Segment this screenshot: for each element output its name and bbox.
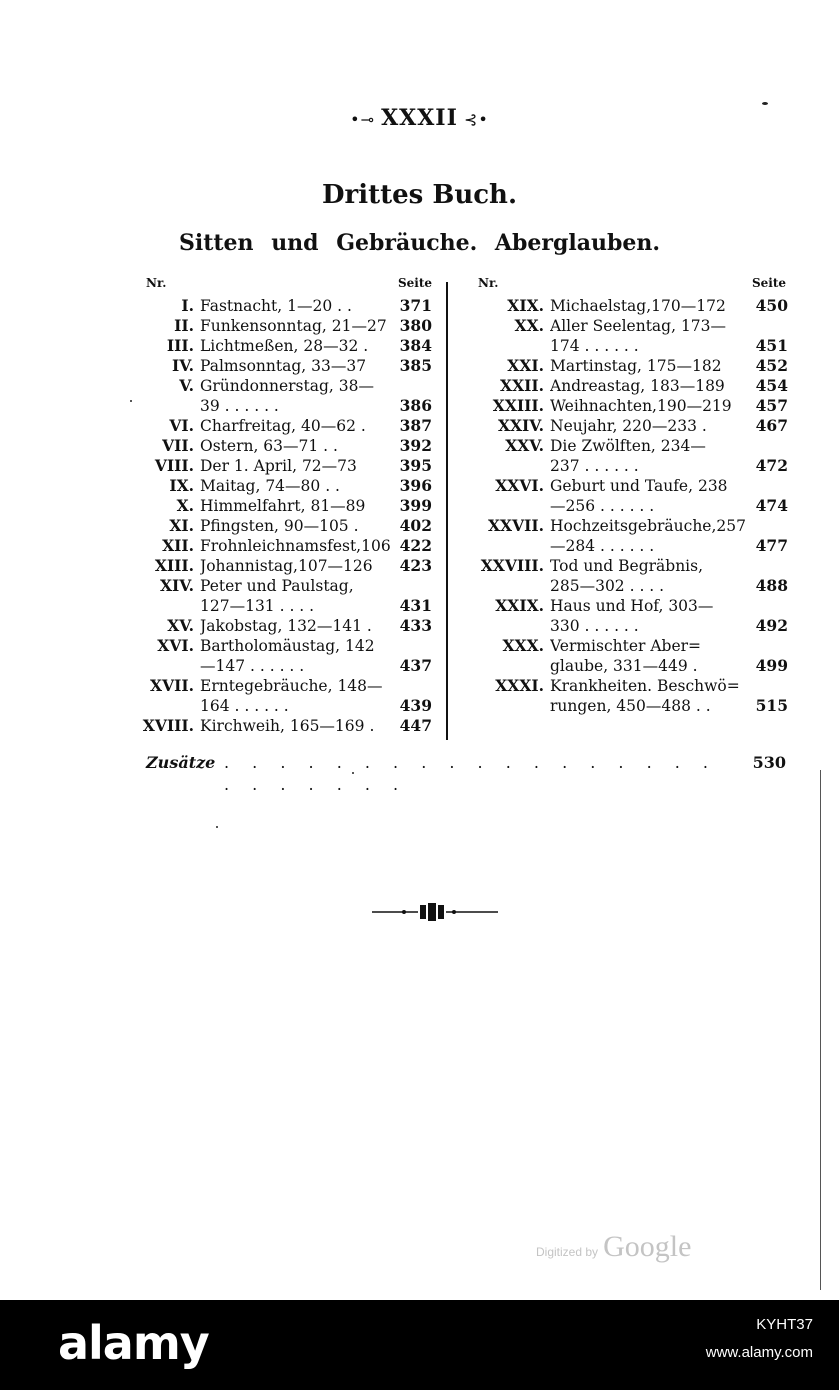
right-toc-entry	[460, 516, 788, 536]
left-toc-entry	[132, 596, 432, 616]
entry-page: 499	[755, 656, 788, 675]
entry-page: 454	[755, 376, 788, 395]
left-toc-entry	[132, 296, 432, 316]
entry-title: 164 . . . . . .	[200, 697, 289, 715]
entry-title: Hochzeitsgebräuche,257	[550, 517, 746, 535]
ink-speck	[762, 102, 768, 105]
entry-title: —284 . . . . . .	[550, 537, 655, 555]
entry-title: Jakobstag, 132—141 .	[200, 617, 372, 635]
entry-title: 330 . . . . . .	[550, 617, 639, 635]
entry-number: XIV.	[160, 576, 194, 595]
left-toc-entry	[132, 416, 432, 436]
entry-number: XVII.	[150, 676, 194, 695]
entry-title: —147 . . . . . .	[200, 657, 305, 675]
ornament-left-icon: •⊸	[350, 110, 382, 129]
entry-title: Peter und Paulstag,	[200, 577, 354, 595]
entry-title: rungen, 450—488 . .	[550, 697, 711, 715]
entry-title: 237 . . . . . .	[550, 457, 639, 475]
entry-page: 384	[399, 336, 432, 355]
entry-title: Maitag, 74—80 . .	[200, 477, 340, 495]
left-toc-entry	[132, 556, 432, 576]
entry-number: XXVIII.	[480, 556, 544, 575]
left-nr-header: Nr.	[146, 276, 167, 290]
left-toc-entry	[132, 616, 432, 636]
entry-page: 392	[399, 436, 432, 455]
left-toc-entry	[132, 476, 432, 496]
entry-page: 371	[399, 296, 432, 315]
entry-page: 472	[755, 456, 788, 475]
right-toc-entry	[460, 496, 788, 516]
right-toc-entry	[460, 536, 788, 556]
entry-page: 457	[755, 396, 788, 415]
ink-speck	[352, 772, 354, 774]
left-toc-entry	[132, 316, 432, 336]
addenda-row	[146, 752, 786, 794]
right-toc-entry	[460, 436, 788, 456]
entry-title: Michaelstag,170—172	[550, 297, 726, 315]
entry-number: XXVII.	[488, 516, 544, 535]
entry-page: 422	[399, 536, 432, 555]
addenda-label: Zusätze	[146, 753, 216, 772]
entry-title: Weihnachten,190—219	[550, 397, 732, 415]
entry-page: 450	[755, 296, 788, 315]
entry-page: 399	[399, 496, 432, 515]
right-toc-entry	[460, 656, 788, 676]
entry-number: I.	[181, 296, 194, 315]
right-toc-entry	[460, 576, 788, 596]
entry-title: Tod und Begräbnis,	[550, 557, 704, 575]
entry-page: 387	[399, 416, 432, 435]
end-ornament-icon	[370, 900, 500, 924]
entry-title: 174 . . . . . .	[550, 337, 639, 355]
left-toc-column	[132, 296, 432, 736]
entry-number: X.	[176, 496, 194, 515]
entry-page: 439	[399, 696, 432, 715]
entry-number: II.	[174, 316, 194, 335]
right-toc-entry	[460, 416, 788, 436]
entry-number: XX.	[514, 316, 544, 335]
entry-page: 467	[755, 416, 788, 435]
right-toc-entry	[460, 296, 788, 316]
column-divider	[446, 282, 448, 740]
right-toc-entry	[460, 336, 788, 356]
entry-number: XXV.	[505, 436, 544, 455]
entry-number: VIII.	[154, 456, 194, 475]
entry-page: 395	[399, 456, 432, 475]
section-title: Sitten und Gebräuche. Aberglauben.	[178, 230, 661, 256]
left-toc-entry	[132, 496, 432, 516]
entry-title: Der 1. April, 72—73	[200, 457, 357, 475]
entry-title: Die Zwölften, 234—	[550, 437, 706, 455]
left-toc-entry	[132, 516, 432, 536]
entry-title: Haus und Hof, 303—	[550, 597, 714, 615]
entry-number: XXII.	[500, 376, 544, 395]
entry-page: 437	[399, 656, 432, 675]
addenda-dot-leader: . . . . . . . . . . . . . . . . . . . . . . . . .	[224, 753, 718, 794]
entry-page: 386	[399, 396, 432, 415]
right-toc-entry	[460, 356, 788, 376]
entry-title: —256 . . . . . .	[550, 497, 655, 515]
left-toc-entry	[132, 576, 432, 596]
entry-page: 515	[755, 696, 788, 715]
entry-title: Kirchweih, 165—169 .	[200, 717, 375, 735]
left-toc-entry	[132, 676, 432, 696]
ink-speck	[130, 400, 132, 402]
entry-page: 474	[755, 496, 788, 515]
left-toc-entry	[132, 656, 432, 676]
entry-page: 402	[399, 516, 432, 535]
right-toc-entry	[460, 316, 788, 336]
entry-number: XXIV.	[497, 416, 544, 435]
entry-number: VI.	[169, 416, 194, 435]
entry-page: 380	[399, 316, 432, 335]
entry-page: 385	[399, 356, 432, 375]
entry-title: 285—302 . . . .	[550, 577, 665, 595]
google-logo: Google	[603, 1230, 692, 1263]
entry-number: XI.	[169, 516, 194, 535]
alamy-logo: alamy	[58, 1316, 209, 1370]
entry-page: 447	[399, 716, 432, 735]
entry-number: XII.	[162, 536, 194, 555]
entry-number: XXVI.	[495, 476, 544, 495]
entry-title: Johannistag,107—126	[200, 557, 373, 575]
left-toc-entry	[132, 536, 432, 556]
page-number: XXXII	[381, 105, 458, 131]
page-number-header	[0, 105, 839, 131]
right-toc-entry	[460, 596, 788, 616]
entry-page: 488	[755, 576, 788, 595]
entry-number: VII.	[162, 436, 194, 455]
entry-title: Krankheiten. Beschwö=	[550, 677, 740, 695]
entry-title: Funkensonntag, 21—27	[200, 317, 387, 335]
ink-speck	[216, 826, 218, 828]
entry-title: Himmelfahrt, 81—89	[200, 497, 366, 515]
entry-title: Lichtmeßen, 28—32 .	[200, 337, 369, 355]
entry-page: 431	[399, 596, 432, 615]
right-toc-entry	[460, 456, 788, 476]
entry-title: Neujahr, 220—233 .	[550, 417, 707, 435]
entry-number: XXI.	[507, 356, 544, 375]
entry-number: XV.	[167, 616, 194, 635]
entry-title: Gründonnerstag, 38—	[200, 377, 374, 395]
entry-number: IX.	[169, 476, 194, 495]
left-toc-entry	[132, 636, 432, 656]
entry-number: XXIX.	[495, 596, 544, 615]
entry-title: Charfreitag, 40—62 .	[200, 417, 366, 435]
entry-page: 396	[399, 476, 432, 495]
right-toc-entry	[460, 396, 788, 416]
book-title: Drittes Buch.	[321, 180, 518, 210]
left-seite-header: Seite	[398, 276, 433, 290]
addenda-page: 530	[752, 753, 786, 772]
right-toc-entry	[460, 616, 788, 636]
entry-title: Pfingsten, 90—105 .	[200, 517, 359, 535]
ornament-right-icon: ⊰•	[457, 110, 489, 129]
left-toc-entry	[132, 356, 432, 376]
stock-image-id: KYHT37	[756, 1316, 813, 1333]
entry-page: 451	[755, 336, 788, 355]
left-toc-entry	[132, 336, 432, 356]
entry-page: 433	[399, 616, 432, 635]
page-edge-line	[820, 770, 821, 1290]
entry-number: XVIII.	[142, 716, 194, 735]
entry-number: V.	[179, 376, 194, 395]
left-toc-entry	[132, 696, 432, 716]
right-toc-entry	[460, 476, 788, 496]
left-toc-entry	[132, 396, 432, 416]
entry-number: IV.	[172, 356, 194, 375]
right-toc-entry	[460, 636, 788, 656]
left-toc-entry	[132, 456, 432, 476]
right-seite-header: Seite	[752, 276, 787, 290]
right-toc-column	[460, 296, 788, 716]
entry-number: XXX.	[502, 636, 544, 655]
right-nr-header: Nr.	[478, 276, 499, 290]
entry-title: Frohnleichnamsfest,106	[200, 537, 391, 555]
digitized-by-google-mark	[536, 1230, 691, 1264]
entry-number: III.	[166, 336, 194, 355]
entry-title: 39 . . . . . .	[200, 397, 279, 415]
digitized-prefix: Digitized by	[536, 1245, 599, 1259]
left-toc-entry	[132, 436, 432, 456]
entry-title: Fastnacht, 1—20 . .	[200, 297, 352, 315]
entry-title: Martinstag, 175—182	[550, 357, 722, 375]
entry-number: XXXI.	[495, 676, 544, 695]
entry-number: XIX.	[507, 296, 544, 315]
right-toc-entry	[460, 556, 788, 576]
entry-number: XVI.	[157, 636, 194, 655]
entry-title: Bartholomäustag, 142	[200, 637, 375, 655]
entry-title: Aller Seelentag, 173—	[550, 317, 727, 335]
entry-title: Andreastag, 183—189	[550, 377, 725, 395]
watermark-url: www.alamy.com	[705, 1344, 813, 1361]
entry-title: Erntegebräuche, 148—	[200, 677, 383, 695]
entry-number: XIII.	[154, 556, 194, 575]
right-toc-entry	[460, 696, 788, 716]
left-toc-entry	[132, 376, 432, 396]
right-toc-entry	[460, 376, 788, 396]
entry-page: 477	[755, 536, 788, 555]
entry-title: Vermischter Aber=	[550, 637, 702, 655]
entry-page: 452	[755, 356, 788, 375]
entry-title: Geburt und Taufe, 238	[550, 477, 728, 495]
entry-page: 423	[399, 556, 432, 575]
entry-title: 127—131 . . . .	[200, 597, 315, 615]
entry-title: glaube, 331—449 .	[550, 657, 698, 675]
right-toc-entry	[460, 676, 788, 696]
entry-number: XXIII.	[492, 396, 544, 415]
entry-page: 492	[755, 616, 788, 635]
entry-title: Palmsonntag, 33—37	[200, 357, 367, 375]
entry-title: Ostern, 63—71 . .	[200, 437, 338, 455]
left-toc-entry	[132, 716, 432, 736]
